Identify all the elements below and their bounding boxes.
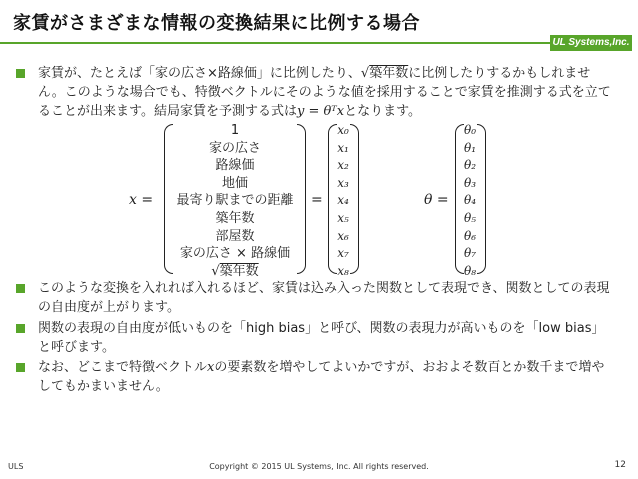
- theta-element: θ₄: [463, 193, 477, 208]
- page-number: 12: [614, 460, 626, 470]
- bullet-1-text: 家賃が、たとえば「家の広さ×路線価」に比例したり、√築年数に比例したりするかもしれません。このような場合でも、特徴ベクトルにそのような値を採用することで家賃を推測する式を立てることが出来ます。結局家賃を予測する式はy = θᵀxとなります。: [38, 66, 611, 119]
- brand-logo: UL Systems,Inc.: [550, 35, 632, 51]
- footer-copyright: Copyright © 2015 UL Systems, Inc. All rights reserved.: [209, 462, 429, 471]
- feature-item: 家の広さ: [208, 140, 261, 156]
- x-element: x₅: [337, 210, 349, 225]
- bullet-1: [16, 64, 616, 121]
- theta-element: θ₇: [463, 246, 477, 261]
- x-element: x₇: [337, 246, 349, 261]
- bullet-4: [16, 358, 616, 396]
- x-element: x₆: [337, 228, 349, 243]
- bullet-square-icon: [16, 284, 25, 293]
- feature-item: 部屋数: [215, 228, 255, 244]
- bullet-square-icon: [16, 363, 25, 372]
- feature-vector-right-paren: [297, 124, 306, 274]
- feature-item: 最寄り駅までの距離: [176, 193, 294, 209]
- x-element: x₃: [337, 175, 349, 190]
- theta-element: θ₂: [463, 158, 477, 173]
- bullet-square-icon: [16, 324, 25, 333]
- prediction-formula: y = θᵀx: [296, 104, 345, 119]
- bullet-4-text: なお、どこまで特徴ベクトルxの要素数を増やしてよいかですが、おおよそ数百とか数千まで増やしてもかまいません。: [38, 360, 605, 394]
- feature-item-sqrt: √築年数: [211, 263, 259, 279]
- feature-item: 築年数: [215, 210, 255, 226]
- title-divider: [0, 42, 550, 44]
- equals-sign: =: [311, 192, 323, 208]
- x-element: x₈: [337, 263, 349, 278]
- feature-item: 地価: [221, 175, 248, 191]
- x-element: x₁: [337, 140, 349, 155]
- feature-item: 家の広さ × 路線価: [179, 246, 291, 262]
- bullet-2-text: このような変換を入れれば入れるほど、家賃は込み入った関数として表現でき、関数としての表現の自由度が上がります。: [38, 281, 610, 315]
- theta-element: θ₆: [463, 228, 477, 243]
- bullet-3-text: 関数の表現の自由度が低いものを「high bias」と呼び、関数の表現力が高いものを「low bias」と呼びます。: [38, 321, 605, 355]
- x-vector-right-paren: [350, 124, 359, 274]
- theta-element: θ₁: [463, 140, 477, 155]
- theta-vector-right-paren: [477, 124, 486, 274]
- feature-item: 路線価: [215, 158, 255, 174]
- theta-element: θ₈: [463, 263, 477, 278]
- feature-vector: [170, 122, 300, 280]
- theta-vector-label: θ =: [424, 192, 449, 208]
- bullet-square-icon: [16, 69, 25, 78]
- bullet-3: [16, 319, 616, 357]
- footer-org: ULS: [8, 462, 24, 471]
- slide-title: 家賃がさまざまな情報の変換結果に比例する場合: [13, 13, 420, 34]
- theta-element: θ₃: [463, 175, 477, 190]
- bullet-2: [16, 279, 616, 317]
- x-element: x₀: [337, 123, 349, 137]
- x-vector-label: x =: [129, 192, 154, 208]
- theta-element: θ₀: [463, 123, 477, 137]
- feature-item: 1: [230, 123, 240, 138]
- theta-element: θ₅: [463, 210, 477, 225]
- x-element: x₄: [337, 193, 349, 208]
- x-element: x₂: [337, 158, 349, 173]
- sqrt-expression: √築年数: [360, 66, 409, 81]
